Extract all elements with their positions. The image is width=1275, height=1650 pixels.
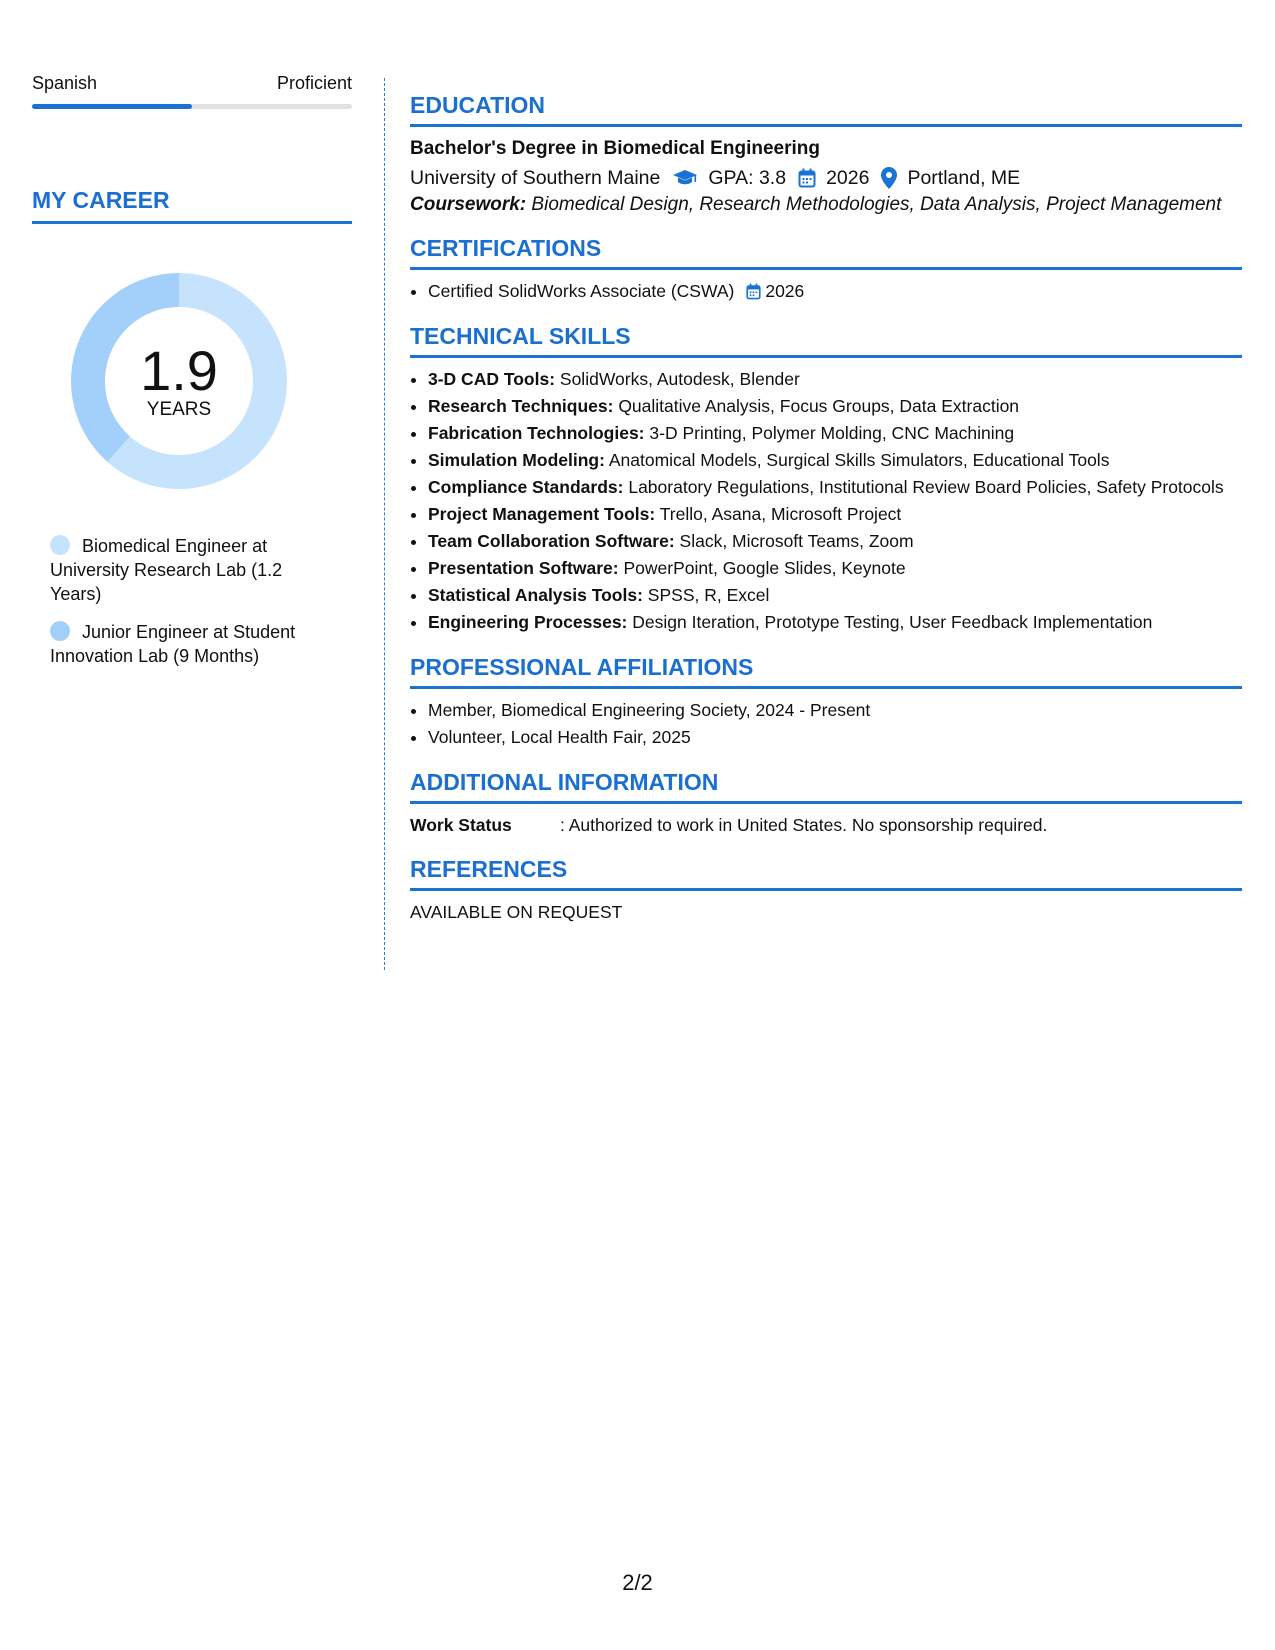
section-title: TECHNICAL SKILLS — [410, 323, 631, 349]
career-donut-chart — [66, 268, 292, 494]
references-text: AVAILABLE ON REQUEST — [410, 902, 623, 922]
skill-label: Statistical Analysis Tools: — [428, 585, 643, 605]
career-legend-label: Biomedical Engineer at University Research Lab (1.2 Years) — [50, 536, 283, 604]
work-status-value: : Authorized to work in United States. No sponsorship required. — [560, 815, 1048, 835]
career-heading: MY CAREER — [32, 187, 170, 213]
list-item — [428, 393, 1242, 420]
certifications-section — [410, 233, 1242, 305]
coursework — [410, 193, 1242, 217]
skill-value: Anatomical Models, Surgical Skills Simulators, Educational Tools — [608, 450, 1110, 470]
skill-value: Trello, Asana, Microsoft Project — [659, 504, 902, 524]
page-number: 2/2 — [622, 1570, 653, 1595]
career-legend-label: Junior Engineer at Student Innovation Lab (9 Months) — [50, 622, 296, 666]
career-total-value: 1.9 — [140, 339, 218, 402]
coursework-list: Biomedical Design, Research Methodologies, Data Analysis, Project Management — [531, 194, 1222, 215]
list-item — [428, 555, 1242, 582]
calendar-icon — [746, 283, 761, 300]
list-item — [428, 501, 1242, 528]
language-name: Spanish — [32, 73, 98, 93]
skill-label: Fabrication Technologies: — [428, 423, 645, 443]
skill-value: Slack, Microsoft Teams, Zoom — [679, 531, 914, 551]
language-proficiency-bar — [32, 104, 352, 109]
school-location: Portland, ME — [907, 167, 1021, 189]
skill-label: Presentation Software: — [428, 558, 619, 578]
skill-value: SPSS, R, Excel — [647, 585, 770, 605]
legend-dot-icon — [50, 621, 70, 641]
skill-value: SolidWorks, Autodesk, Blender — [559, 369, 800, 389]
list-item — [428, 582, 1242, 609]
section-rule — [410, 355, 1242, 358]
calendar-icon — [798, 168, 816, 188]
language-row — [32, 70, 352, 96]
list-item — [428, 609, 1242, 636]
right-column — [410, 90, 1242, 941]
skill-label: Project Management Tools: — [428, 504, 656, 524]
section-rule — [410, 888, 1242, 891]
graduation-year: 2026 — [826, 167, 870, 189]
section-title: CERTIFICATIONS — [410, 235, 602, 261]
list-item — [428, 420, 1242, 447]
school-name: University of Southern Maine — [410, 167, 661, 189]
coursework-label: Coursework: — [410, 194, 527, 215]
skill-value: Laboratory Regulations, Institutional Review Board Policies, Safety Protocols — [628, 477, 1224, 497]
skill-value: Qualitative Analysis, Focus Groups, Data Extraction — [618, 396, 1020, 416]
education-meta — [410, 163, 1242, 193]
list-item — [428, 278, 1242, 305]
language-level: Proficient — [276, 73, 352, 93]
left-column — [32, 70, 352, 682]
career-legend-item — [50, 620, 320, 668]
list-item — [428, 528, 1242, 555]
section-rule — [410, 801, 1242, 804]
career-legend-item — [50, 534, 320, 606]
list-item — [428, 474, 1242, 501]
legend-dot-icon — [50, 535, 70, 555]
skills-list — [410, 366, 1242, 636]
skill-label: Engineering Processes: — [428, 612, 628, 632]
references-section — [410, 854, 1242, 925]
section-title: PROFESSIONAL AFFILIATIONS — [410, 654, 754, 680]
certification-name: • Certified SolidWorks Associate (CSWA) — [428, 281, 735, 301]
certification-year: 2026 — [765, 281, 805, 301]
section-rule — [410, 686, 1242, 689]
column-divider — [384, 78, 385, 970]
language-proficiency-fill — [32, 104, 192, 109]
career-total-unit: YEARS — [146, 399, 212, 420]
gpa: GPA: 3.8 — [708, 167, 787, 189]
list-item — [428, 366, 1242, 393]
affiliations-list — [410, 697, 1242, 751]
skill-value: Design Iteration, Prototype Testing, User Feedback Implementation — [632, 612, 1153, 632]
skill-label: Team Collaboration Software: — [428, 531, 675, 551]
degree-title: Bachelor's Degree in Biomedical Engineering — [410, 138, 820, 159]
career-legend — [50, 534, 320, 668]
additional-info-section — [410, 767, 1242, 838]
list-item: • Member, Biomedical Engineering Society, 2024 - Present — [428, 697, 1242, 724]
location-pin-icon — [881, 167, 897, 189]
skill-value: PowerPoint, Google Slides, Keynote — [623, 558, 906, 578]
graduation-cap-icon — [672, 169, 698, 187]
skill-label: Compliance Standards: — [428, 477, 624, 497]
skill-value: 3-D Printing, Polymer Molding, CNC Machining — [649, 423, 1015, 443]
technical-skills-section — [410, 321, 1242, 636]
career-heading-rule — [32, 221, 352, 224]
section-title: REFERENCES — [410, 856, 568, 882]
list-item: • Volunteer, Local Health Fair, 2025 — [428, 724, 1242, 751]
skill-label: Research Techniques: — [428, 396, 614, 416]
section-title: ADDITIONAL INFORMATION — [410, 769, 719, 795]
skill-label: 3-D CAD Tools: — [428, 369, 556, 389]
section-rule — [410, 267, 1242, 270]
work-status-label: Work Status — [410, 815, 512, 835]
work-status-row — [410, 812, 1242, 838]
list-item — [428, 447, 1242, 474]
section-rule — [410, 124, 1242, 127]
certifications-list — [410, 278, 1242, 305]
section-title: EDUCATION — [410, 92, 546, 118]
donut-center — [66, 268, 292, 494]
affiliations-section — [410, 652, 1242, 751]
education-section — [410, 90, 1242, 217]
skill-label: Simulation Modeling: — [428, 450, 605, 470]
